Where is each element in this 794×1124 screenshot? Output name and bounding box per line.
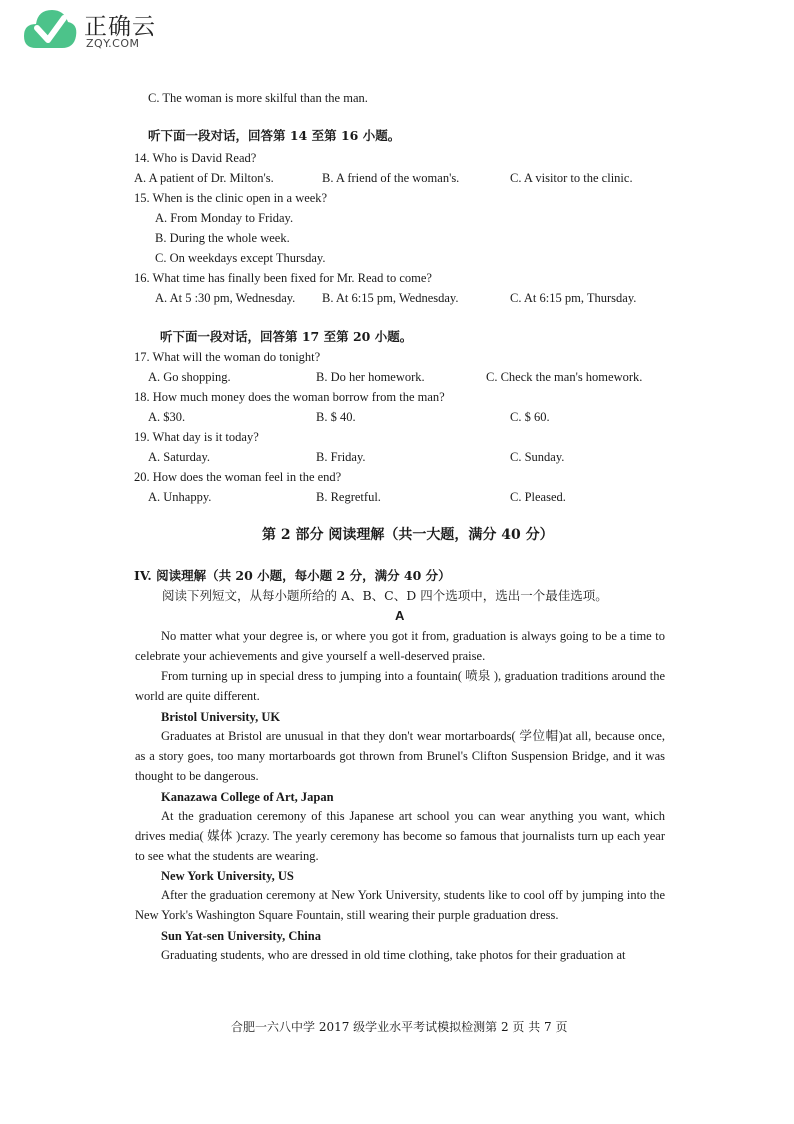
passage-paragraph-3 [135,726,665,786]
question-19-option-a: A. Saturday. [148,450,211,464]
passage-subheading-nyu: New York University, US [161,869,294,883]
passage-paragraph-5 [135,885,665,925]
question-19-option-b: B. Friday. [316,450,366,464]
paragraph-text: Graduates at Bristol are unusual in that they don't wear mortarboards( 学位帽)at all, because once, as a story goes, too many mortarboards got thrown from Brunel's Clifton Suspension Bridge, and it was thought to be dangerous. [135,729,665,783]
question-16-option-c: C. At 6:15 pm, Thursday. [510,291,637,305]
question-16-option-b: B. At 6:15 pm, Wednesday. [322,291,459,305]
question-18-stem: 18. How much money does the woman borrow from the man? [134,390,445,404]
question-18-option-a: A. $30. [148,410,186,424]
passage-paragraph-4 [135,806,665,866]
question-20-option-b: B. Regretful. [316,490,381,504]
passage-subheading-kanazawa: Kanazawa College of Art, Japan [161,790,334,804]
logo-name-cn: 正确云 [84,14,156,40]
logo-check-icon [22,4,78,52]
prev-question-option-c: C. The woman is more skilful than the man. [148,91,368,105]
question-15-option-b: B. During the whole week. [155,231,290,245]
question-15-option-a: A. From Monday to Friday. [155,211,294,225]
page-footer: 合肥一六八中学 2017 级学业水平考试模拟检测第 2 页 共 7 页 [231,1020,568,1034]
question-17-option-b: B. Do her homework. [316,370,425,384]
question-20-option-a: A. Unhappy. [148,490,212,504]
question-14-stem: 14. Who is David Read? [134,151,257,165]
passage-label: A [395,608,405,623]
question-17-option-a: A. Go shopping. [148,370,231,384]
question-17-option-c: C. Check the man's homework. [486,370,643,384]
paragraph-text: Graduating students, who are dressed in old time clothing, take photos for their graduation at [161,948,626,962]
question-15-option-c: C. On weekdays except Thursday. [155,251,326,265]
passage-paragraph-1 [135,626,665,666]
section-instruction-17-20: 听下面一段对话，回答第 17 至第 20 小题。 [160,329,413,344]
passage-subheading-sysu: Sun Yat-sen University, China [161,929,321,943]
passage-subheading-bristol: Bristol University, UK [161,710,281,724]
question-16-option-a: A. At 5 :30 pm, Wednesday. [155,291,296,305]
question-19-stem: 19. What day is it today? [134,430,259,444]
passage-paragraph-2 [135,666,665,706]
paragraph-text: After the graduation ceremony at New York University, students like to cool off by jumping into the New York's Washington Square Fountain, still wearing their purple graduation dress. [135,888,665,922]
question-20-stem: 20. How does the woman feel in the end? [134,470,342,484]
paragraph-text: From turning up in special dress to jumping into a fountain( 喷泉 ), graduation traditions around the world are quite different. [135,669,665,703]
logo-name-en: ZQY.COM [86,37,140,50]
passage-paragraph-6 [135,945,665,965]
question-15-stem: 15. When is the clinic open in a week? [134,191,328,205]
part-2-heading: 第 2 部分 阅读理解（共一大题，满分 40 分） [262,527,554,543]
question-20-option-c: C. Pleased. [510,490,566,504]
question-14-option-a: A. A patient of Dr. Milton's. [134,171,274,185]
paragraph-text: No matter what your degree is, or where you got it from, graduation is always going to be a time to celebrate your achievements and give yourself a well-deserved praise. [135,629,665,663]
section-iv-instruction: 阅读下列短文，从每小题所给的 A、B、C、D 四个选项中，选出一个最佳选项。 [162,588,608,603]
question-18-option-c: C. $ 60. [510,410,550,424]
question-17-stem: 17. What will the woman do tonight? [134,350,321,364]
section-instruction-14-16: 听下面一段对话，回答第 14 至第 16 小题。 [148,128,401,143]
question-16-stem: 16. What time has finally been fixed for Mr. Read to come? [134,271,432,285]
paragraph-text: At the graduation ceremony of this Japanese art school you can wear anything you want, which drives media( 媒体 )crazy. The yearly ceremony has become so famous that journalists turn up each year to see what the students are wearing. [135,809,665,863]
site-logo [22,4,222,52]
section-iv-title: IV. 阅读理解（共 20 小题，每小题 2 分，满分 40 分） [134,568,451,583]
question-18-option-b: B. $ 40. [316,410,356,424]
question-19-option-c: C. Sunday. [510,450,565,464]
question-14-option-b: B. A friend of the woman's. [322,171,460,185]
question-14-option-c: C. A visitor to the clinic. [510,171,633,185]
